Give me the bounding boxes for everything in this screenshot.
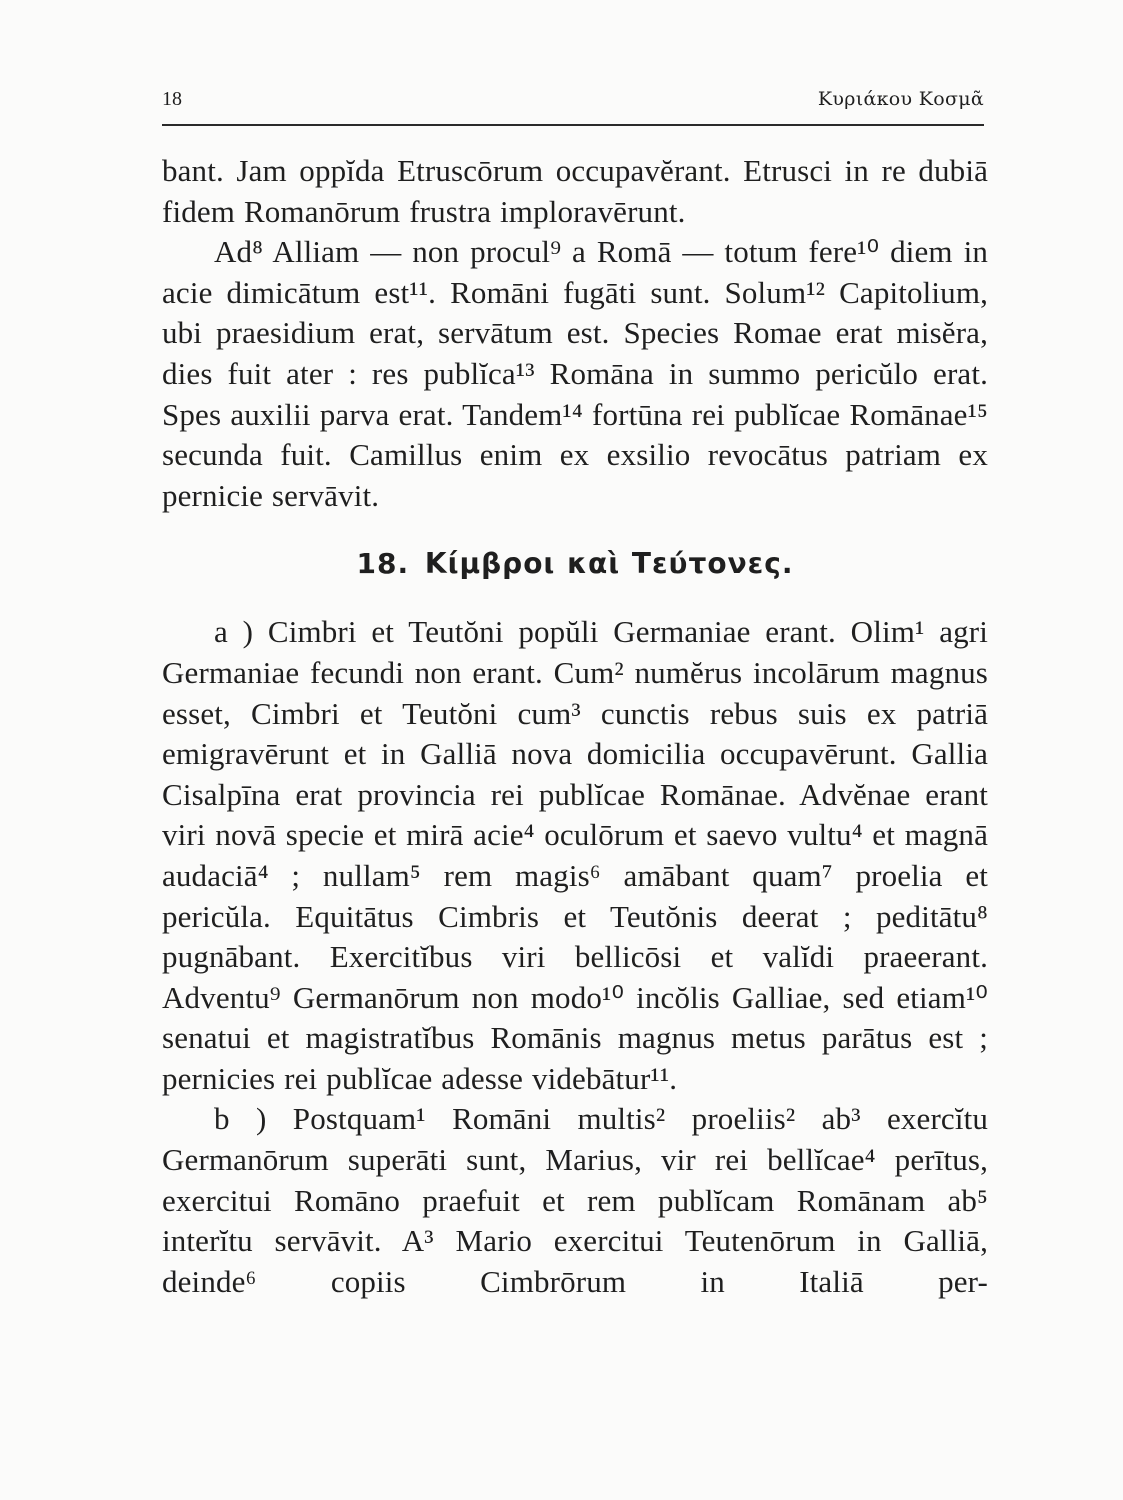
section-number: 18.	[356, 547, 410, 581]
section-title: Κίμβροι καὶ Τεύτονες.	[424, 547, 794, 581]
page-number: 18	[162, 88, 182, 110]
body-text	[162, 151, 988, 1302]
paragraph: a ) Cimbri et Teutŏni popŭli Germaniae erant. Olim¹ agri Germaniae fecundi non erant. Cum² numĕrus incolārum magnus esset, Cimbri et Teutŏni cum³ cunctis rebus suis ex patriā emigravērunt et in Galliā nova domicilia occupavērunt. Gallia Cisalpīna erat provincia rei publĭcae Romānae. Advĕnae erant viri novā specie et mirā acie⁴ oculōrum et saevo vultu⁴ et magnā audaciā⁴ ; nullam⁵ rem magis⁶ amābant quam⁷ proelia et pericŭla. Equitātus Cimbris et Teutŏnis deerat ; peditātu⁸ pugnābant. Exercitĭbus viri bellicōsi et valĭdi praeerant. Adventu⁹ Germanōrum non modo¹⁰ incŏlis Galliae, sed etiam¹⁰ senatui et magistratĭbus Romānis magnus metus parātus est ; pernicies rei publĭcae adesse videbātur¹¹.	[162, 614, 988, 1096]
paragraph: b ) Postquam¹ Romāni multis² proeliis² ab³ exercĭtu Germanōrum superāti sunt, Marius, vir rei bellĭcae⁴ perītus, exercitui Romāno praefuit et rem publĭcam Romānam ab⁵ interĭtu servāvit. A³ Mario exercitui Teutenōrum in Galliā, deinde⁶ copiis Cimbrōrum in Italiā per-	[162, 1101, 988, 1299]
header-rule	[162, 124, 984, 126]
section-heading	[162, 516, 988, 612]
page-header	[162, 88, 984, 124]
paragraph: bant. Jam oppĭda Etruscōrum occupavĕrant. Etrusci in re dubiā fidem Romanōrum frustra imploravērunt.	[162, 153, 988, 229]
running-title: Κυριάκου Κοσμᾶ	[817, 88, 984, 110]
paragraph: Ad⁸ Alliam — non procul⁹ a Romā — totum fere¹⁰ diem in acie dimicātum est¹¹. Romāni fugāti sunt. Solum¹² Capitolium, ubi praesidium erat, servātum est. Species Romae erat misĕra, dies fuit ater : res publĭca¹³ Romāna in summo pericŭlo erat. Spes auxilii parva erat. Tandem¹⁴ fortūna rei publĭcae Romānae¹⁵ secunda fuit. Camillus enim ex exsilio revocātus patriam ex pernicie servāvit.	[162, 234, 988, 513]
